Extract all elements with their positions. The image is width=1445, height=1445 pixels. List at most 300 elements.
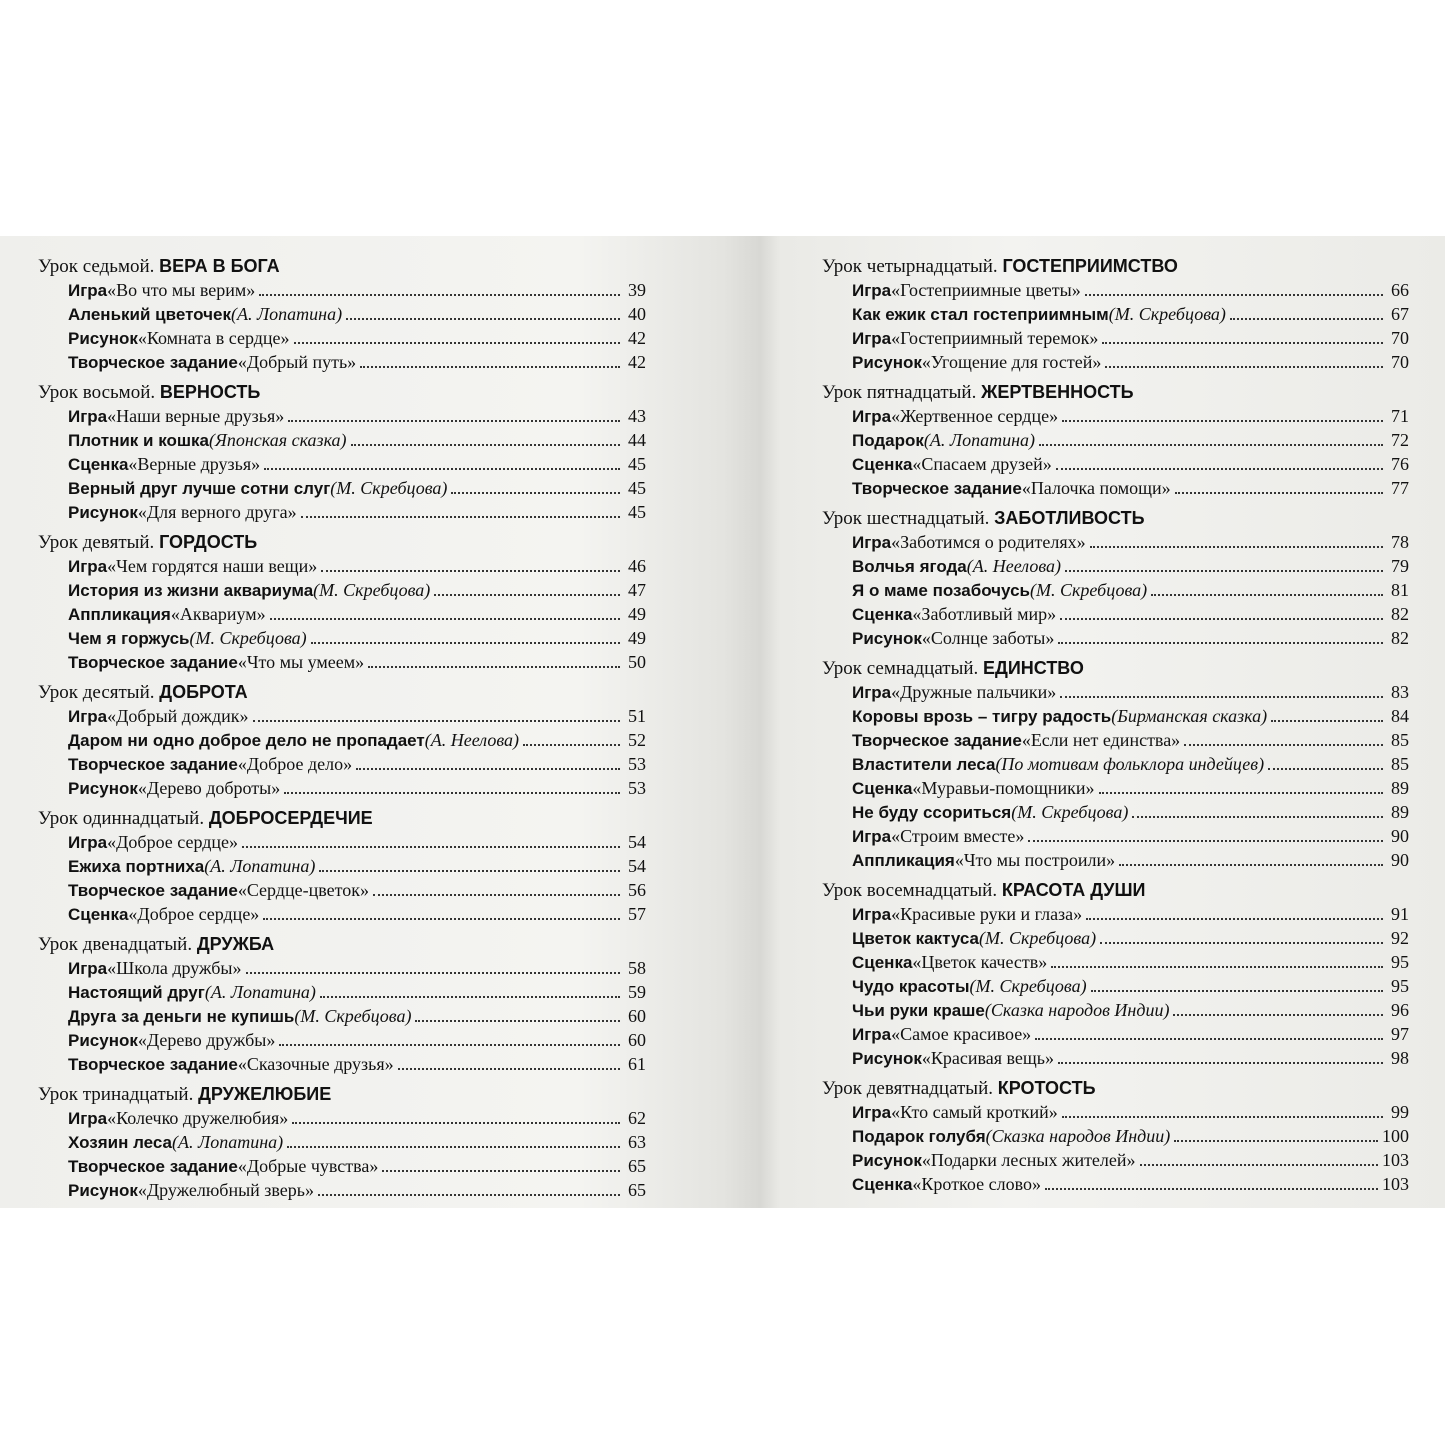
lesson-heading xyxy=(822,656,1409,680)
entry-quote: «Дерево дружбы» xyxy=(137,1030,276,1050)
toc-entry[interactable] xyxy=(822,776,1409,800)
dot-leader xyxy=(263,918,620,920)
page-number: 43 xyxy=(628,406,646,426)
entry-quote: «Доброе дело» xyxy=(237,754,353,774)
entry-quote: «Солнце заботы» xyxy=(921,628,1055,648)
entry-quote: «Что мы умеем» xyxy=(237,652,365,672)
dot-leader xyxy=(434,594,620,596)
page-number: 39 xyxy=(628,280,646,300)
page-number: 46 xyxy=(628,556,646,576)
lesson-number: Урок восемнадцатый. xyxy=(822,880,998,901)
dot-leader xyxy=(1065,570,1383,572)
dot-leader xyxy=(242,846,620,848)
toc-entry[interactable] xyxy=(822,800,1409,824)
entry-quote: «Красивые руки и глаза» xyxy=(891,904,1083,924)
dot-leader xyxy=(1035,1038,1383,1040)
dot-leader xyxy=(373,894,620,896)
toc-entry[interactable] xyxy=(38,854,646,878)
dot-leader xyxy=(318,1194,620,1196)
entry-type: Игра xyxy=(852,1025,892,1044)
dot-leader xyxy=(1140,1164,1378,1166)
dot-leader xyxy=(1062,1116,1383,1118)
toc-entry[interactable] xyxy=(38,1154,646,1178)
toc-entry[interactable] xyxy=(38,728,646,752)
toc-entry[interactable] xyxy=(822,1100,1409,1124)
entry-quote: «Доброе сердце» xyxy=(107,832,239,852)
dot-leader xyxy=(1045,1188,1378,1190)
toc-entry[interactable] xyxy=(38,1028,646,1052)
dot-leader xyxy=(1132,816,1383,818)
toc-entry[interactable] xyxy=(38,500,646,524)
entry-type: Рисунок xyxy=(68,1181,138,1200)
dot-leader xyxy=(360,366,620,368)
entry-type: История из жизни аквариума xyxy=(68,581,314,600)
entry-type: Игра xyxy=(68,557,108,576)
dot-leader xyxy=(1060,696,1383,698)
entry-author: (А. Лопатина) xyxy=(230,304,343,324)
entry-author: (Сказка народов Индии) xyxy=(984,1000,1170,1020)
entry-quote: «Аквариум» xyxy=(170,604,266,624)
entry-type: Творческое задание xyxy=(68,353,238,372)
toc-entry[interactable] xyxy=(822,554,1409,578)
entry-author: (М. Скребцова) xyxy=(330,478,448,498)
lesson-topic: КРАСОТА ДУШИ xyxy=(1001,880,1146,900)
dot-leader xyxy=(1230,318,1383,320)
dot-leader xyxy=(1173,1014,1383,1016)
page-number: 57 xyxy=(628,904,646,924)
entry-type: Творческое задание xyxy=(68,755,238,774)
entry-type: Игра xyxy=(852,533,892,552)
entry-quote: «Кроткое слово» xyxy=(912,1174,1041,1194)
dot-leader xyxy=(279,1044,620,1046)
toc-entry[interactable] xyxy=(38,1178,646,1202)
entry-type: Цветок кактуса xyxy=(852,929,979,948)
entry-author: (Японская сказка) xyxy=(209,430,347,450)
dot-leader xyxy=(1056,468,1383,470)
entry-type: Сценка xyxy=(852,455,913,474)
entry-type: Творческое задание xyxy=(852,731,1022,750)
toc-column-left xyxy=(38,254,646,1202)
entry-type: Сценка xyxy=(852,1175,913,1194)
toc-entry[interactable] xyxy=(822,950,1409,974)
toc-entry[interactable] xyxy=(38,602,646,626)
entry-type: Хозяин леса xyxy=(68,1133,173,1152)
dot-leader xyxy=(270,618,620,620)
lesson-number: Урок седьмой. xyxy=(38,256,155,277)
entry-quote: «Дерево доброты» xyxy=(137,778,281,798)
lesson-section xyxy=(38,254,646,374)
page-number: 59 xyxy=(628,982,646,1002)
dot-leader xyxy=(292,1122,620,1124)
entry-type: Творческое задание xyxy=(68,1157,238,1176)
lesson-section xyxy=(822,1076,1409,1196)
lesson-section xyxy=(38,530,646,674)
entry-quote: «Жертвенное сердце» xyxy=(891,406,1059,426)
lesson-heading xyxy=(38,530,646,554)
lesson-number: Урок девятнадцатый. xyxy=(822,1078,993,1099)
page-number: 79 xyxy=(1391,556,1409,576)
entry-quote: «Если нет единства» xyxy=(1021,730,1181,750)
entry-author: (М. Скребцова) xyxy=(969,976,1087,996)
page-number: 67 xyxy=(1391,304,1409,324)
entry-type: Плотник и кошка xyxy=(68,431,210,450)
entry-quote: «Строим вместе» xyxy=(891,826,1025,846)
page-number: 58 xyxy=(628,958,646,978)
lesson-heading xyxy=(822,1076,1409,1100)
page-number: 91 xyxy=(1391,904,1409,924)
book-spread xyxy=(0,236,1445,1208)
lesson-number: Урок четырнадцатый. xyxy=(822,256,998,277)
page-number: 65 xyxy=(628,1156,646,1176)
toc-entry[interactable] xyxy=(822,902,1409,926)
entry-type: Игра xyxy=(852,329,892,348)
lesson-entries xyxy=(38,554,646,674)
lesson-entries xyxy=(822,902,1409,1070)
lesson-section xyxy=(38,932,646,1076)
page-number: 78 xyxy=(1391,532,1409,552)
page-number: 65 xyxy=(628,1180,646,1200)
toc-entry[interactable] xyxy=(822,476,1409,500)
toc-entry[interactable] xyxy=(38,452,646,476)
toc-entry[interactable] xyxy=(822,728,1409,752)
page-number: 97 xyxy=(1391,1024,1409,1044)
lesson-number: Урок одиннадцатый. xyxy=(38,808,205,829)
entry-type: Сценка xyxy=(852,953,913,972)
page-number: 70 xyxy=(1391,328,1409,348)
entry-type: Я о маме позабочусь xyxy=(852,581,1030,600)
toc-entry[interactable] xyxy=(822,350,1409,374)
entry-quote: «Во что мы верим» xyxy=(107,280,256,300)
entry-type: Коровы врозь – тигру радость xyxy=(852,707,1112,726)
lesson-number: Урок тринадцатый. xyxy=(38,1084,194,1105)
page-number: 66 xyxy=(1391,280,1409,300)
toc-entry[interactable] xyxy=(38,302,646,326)
toc-entry[interactable] xyxy=(38,326,646,350)
toc-entry[interactable] xyxy=(822,326,1409,350)
entry-type: Сценка xyxy=(68,905,129,924)
entry-type: Творческое задание xyxy=(68,1055,238,1074)
lesson-entries xyxy=(38,956,646,1076)
entry-type: Верный друг лучше сотни слуг xyxy=(68,479,331,498)
entry-type: Не буду ссориться xyxy=(852,803,1012,822)
toc-column-right xyxy=(822,254,1409,1196)
lesson-topic: ДОБРОСЕРДЕЧИЕ xyxy=(208,808,373,828)
entry-type: Чем я горжусь xyxy=(68,629,190,648)
entry-type: Сценка xyxy=(68,455,129,474)
entry-type: Игра xyxy=(68,1109,108,1128)
entry-quote: «Чем гордятся наши вещи» xyxy=(107,556,318,576)
page-number: 45 xyxy=(628,454,646,474)
page-number: 82 xyxy=(1391,628,1409,648)
toc-entry[interactable] xyxy=(822,1124,1409,1148)
dot-leader xyxy=(320,996,620,998)
entry-quote: «Гостеприимные цветы» xyxy=(891,280,1081,300)
lesson-heading xyxy=(822,506,1409,530)
entry-quote: «Школа дружбы» xyxy=(107,958,242,978)
dot-leader xyxy=(284,792,620,794)
lesson-entries xyxy=(38,1106,646,1202)
lesson-entries xyxy=(822,530,1409,650)
lesson-topic: ЗАБОТЛИВОСТЬ xyxy=(994,508,1145,528)
dot-leader xyxy=(1039,444,1383,446)
entry-type: Рисунок xyxy=(852,1049,922,1068)
page-number: 100 xyxy=(1382,1126,1409,1146)
toc-entry[interactable] xyxy=(38,578,646,602)
page-number: 89 xyxy=(1391,802,1409,822)
toc-entry[interactable] xyxy=(38,1004,646,1028)
entry-type: Игра xyxy=(852,827,892,846)
entry-type: Властители леса xyxy=(852,755,996,774)
entry-type: Игра xyxy=(852,1103,892,1122)
lesson-number: Урок девятый. xyxy=(38,532,155,553)
entry-author: (А. Лопатина) xyxy=(172,1132,284,1152)
dot-leader xyxy=(1099,792,1384,794)
entry-type: Игра xyxy=(852,905,892,924)
toc-entry[interactable] xyxy=(822,848,1409,872)
entry-type: Друга за деньги не купишь xyxy=(68,1007,295,1026)
entry-author: (А. Лопатина) xyxy=(923,430,1036,450)
entry-quote: «Кто самый кроткий» xyxy=(891,1102,1058,1122)
lesson-heading xyxy=(38,932,646,956)
dot-leader xyxy=(287,1146,620,1148)
entry-quote: «Для верного друга» xyxy=(137,502,297,522)
entry-type: Творческое задание xyxy=(68,881,238,900)
lesson-topic: КРОТОСТЬ xyxy=(997,1078,1096,1098)
dot-leader xyxy=(398,1068,620,1070)
lesson-number: Урок восьмой. xyxy=(38,382,156,403)
toc-entry[interactable] xyxy=(38,476,646,500)
entry-quote: «Палочка помощи» xyxy=(1021,478,1171,498)
entry-type: Подарок xyxy=(852,431,924,450)
toc-entry[interactable] xyxy=(38,1130,646,1154)
dot-leader xyxy=(1062,420,1383,422)
dot-leader xyxy=(1102,342,1383,344)
lesson-topic: ВЕРНОСТЬ xyxy=(159,382,261,402)
page-number: 56 xyxy=(628,880,646,900)
toc-entry[interactable] xyxy=(822,1046,1409,1070)
lesson-heading xyxy=(822,878,1409,902)
lesson-topic: ДОБРОТА xyxy=(159,682,248,702)
toc-entry[interactable] xyxy=(38,980,646,1004)
toc-entry[interactable] xyxy=(38,428,646,452)
lesson-section xyxy=(822,380,1409,500)
toc-entry[interactable] xyxy=(38,704,646,728)
toc-entry[interactable] xyxy=(38,776,646,800)
page-number: 81 xyxy=(1391,580,1409,600)
toc-entry[interactable] xyxy=(822,704,1409,728)
entry-quote: «Добрый дождик» xyxy=(107,706,249,726)
toc-entry[interactable] xyxy=(822,530,1409,554)
entry-type: Рисунок xyxy=(852,353,922,372)
lesson-heading xyxy=(38,380,646,404)
dot-leader xyxy=(346,318,620,320)
toc-entry[interactable] xyxy=(822,302,1409,326)
dot-leader xyxy=(1184,744,1383,746)
toc-entry[interactable] xyxy=(822,974,1409,998)
toc-entry[interactable] xyxy=(38,554,646,578)
toc-entry[interactable] xyxy=(822,428,1409,452)
page-number: 70 xyxy=(1391,352,1409,372)
toc-entry[interactable] xyxy=(822,404,1409,428)
entry-type: Сценка xyxy=(852,605,913,624)
dot-leader xyxy=(1119,864,1383,866)
lesson-topic: ВЕРА В БОГА xyxy=(159,256,280,276)
toc-entry[interactable] xyxy=(822,278,1409,302)
lesson-topic: ДРУЖБА xyxy=(196,934,275,954)
entry-type: Как ежик стал гостеприимным xyxy=(852,305,1109,324)
entry-author: (М. Скребцова) xyxy=(189,628,307,648)
page-number: 54 xyxy=(628,856,646,876)
toc-entry[interactable] xyxy=(822,926,1409,950)
entry-type: Игра xyxy=(68,833,108,852)
toc-entry[interactable] xyxy=(38,278,646,302)
page-number: 103 xyxy=(1382,1150,1409,1170)
dot-leader xyxy=(368,666,620,668)
entry-quote: «Спасаем друзей» xyxy=(912,454,1052,474)
dot-leader xyxy=(321,570,620,572)
entry-author: (М. Скребцова) xyxy=(313,580,431,600)
entry-author: (А. Неелова) xyxy=(424,730,520,750)
toc-entry[interactable] xyxy=(822,998,1409,1022)
entry-type: Игра xyxy=(68,707,108,726)
toc-entry[interactable] xyxy=(38,1052,646,1076)
entry-quote: «Что мы построили» xyxy=(954,850,1116,870)
entry-quote: «Доброе сердце» xyxy=(128,904,260,924)
dot-leader xyxy=(1175,492,1383,494)
dot-leader xyxy=(415,1020,620,1022)
lesson-section xyxy=(822,506,1409,650)
lesson-number: Урок двенадцатый. xyxy=(38,934,193,955)
entry-type: Рисунок xyxy=(68,779,138,798)
entry-type: Ежиха портниха xyxy=(68,857,205,876)
entry-quote: «Верные друзья» xyxy=(128,454,261,474)
page-number: 42 xyxy=(628,328,646,348)
toc-entry[interactable] xyxy=(822,1022,1409,1046)
page-number: 63 xyxy=(628,1132,646,1152)
dot-leader xyxy=(264,468,620,470)
page-number: 85 xyxy=(1391,730,1409,750)
toc-entry[interactable] xyxy=(38,650,646,674)
entry-type: Сценка xyxy=(852,779,913,798)
dot-leader xyxy=(1174,1140,1378,1142)
lesson-topic: ГОСТЕПРИИМСТВО xyxy=(1002,256,1178,276)
toc-entry[interactable] xyxy=(822,578,1409,602)
lesson-entries xyxy=(38,704,646,800)
toc-entry[interactable] xyxy=(822,1172,1409,1196)
entry-type: Рисунок xyxy=(852,1151,922,1170)
lesson-heading xyxy=(38,680,646,704)
toc-entry[interactable] xyxy=(822,752,1409,776)
entry-quote: «Комната в сердце» xyxy=(137,328,290,348)
dot-leader xyxy=(523,744,620,746)
entry-quote: «Муравьи-помощники» xyxy=(912,778,1095,798)
toc-entry[interactable] xyxy=(38,626,646,650)
entry-author: (Бирманская сказка) xyxy=(1111,706,1268,726)
toc-entry[interactable] xyxy=(38,902,646,926)
page-number: 71 xyxy=(1391,406,1409,426)
page-number: 95 xyxy=(1391,976,1409,996)
lesson-topic: ГОРДОСТЬ xyxy=(159,532,258,552)
entry-author: (М. Скребцова) xyxy=(1030,580,1148,600)
page-number: 40 xyxy=(628,304,646,324)
page-number: 83 xyxy=(1391,682,1409,702)
dot-leader xyxy=(1105,366,1383,368)
page-number: 96 xyxy=(1391,1000,1409,1020)
entry-quote: «Гостеприимный теремок» xyxy=(891,328,1099,348)
page-number: 61 xyxy=(628,1054,646,1074)
dot-leader xyxy=(1100,942,1383,944)
dot-leader xyxy=(319,870,620,872)
lesson-section xyxy=(38,380,646,524)
dot-leader xyxy=(1090,546,1383,548)
toc-entry[interactable] xyxy=(38,830,646,854)
lesson-heading xyxy=(38,806,646,830)
entry-type: Чьи руки краше xyxy=(852,1001,985,1020)
lesson-number: Урок пятнадцатый. xyxy=(822,382,977,403)
lesson-entries xyxy=(38,830,646,926)
dot-leader xyxy=(301,516,620,518)
entry-quote: «Красивая вещь» xyxy=(921,1048,1054,1068)
page-number: 52 xyxy=(628,730,646,750)
lesson-entries xyxy=(38,278,646,374)
entry-type: Аппликация xyxy=(852,851,955,870)
entry-quote: «Наши верные друзья» xyxy=(107,406,285,426)
toc-entry[interactable] xyxy=(822,680,1409,704)
entry-type: Игра xyxy=(852,407,892,426)
toc-entry[interactable] xyxy=(38,1106,646,1130)
dot-leader xyxy=(1268,768,1383,770)
dot-leader xyxy=(1051,966,1383,968)
dot-leader xyxy=(294,342,621,344)
lesson-number: Урок десятый. xyxy=(38,682,155,703)
lesson-topic: ДРУЖЕЛЮБИЕ xyxy=(198,1084,332,1104)
lesson-entries xyxy=(822,1100,1409,1196)
entry-quote: «Колечко дружелюбия» xyxy=(107,1108,289,1128)
page-number: 45 xyxy=(628,502,646,522)
entry-author: (М. Скребцова) xyxy=(1011,802,1129,822)
toc-entry[interactable] xyxy=(38,350,646,374)
toc-entry[interactable] xyxy=(822,602,1409,626)
toc-entry[interactable] xyxy=(38,404,646,428)
entry-type: Рисунок xyxy=(68,329,138,348)
toc-entry[interactable] xyxy=(822,1148,1409,1172)
toc-entry[interactable] xyxy=(822,452,1409,476)
dot-leader xyxy=(259,294,620,296)
toc-entry[interactable] xyxy=(38,752,646,776)
toc-entry[interactable] xyxy=(38,956,646,980)
page-number: 54 xyxy=(628,832,646,852)
lesson-heading xyxy=(822,254,1409,278)
page-number: 53 xyxy=(628,778,646,798)
entry-quote: «Угощение для гостей» xyxy=(921,352,1102,372)
entry-author: (М. Скребцова) xyxy=(978,928,1097,948)
toc-entry[interactable] xyxy=(822,824,1409,848)
dot-leader xyxy=(1091,990,1383,992)
lesson-number: Урок семнадцатый. xyxy=(822,658,979,679)
page-number: 77 xyxy=(1391,478,1409,498)
page-number: 47 xyxy=(628,580,646,600)
page-number: 90 xyxy=(1391,850,1409,870)
entry-type: Игра xyxy=(68,281,108,300)
lesson-section xyxy=(822,878,1409,1070)
toc-entry[interactable] xyxy=(38,878,646,902)
entry-quote: «Заботливый мир» xyxy=(912,604,1057,624)
lesson-topic: ЖЕРТВЕННОСТЬ xyxy=(981,382,1134,402)
page-number: 45 xyxy=(628,478,646,498)
entry-type: Подарок голубя xyxy=(852,1127,986,1146)
lesson-section xyxy=(38,1082,646,1202)
toc-entry[interactable] xyxy=(822,626,1409,650)
